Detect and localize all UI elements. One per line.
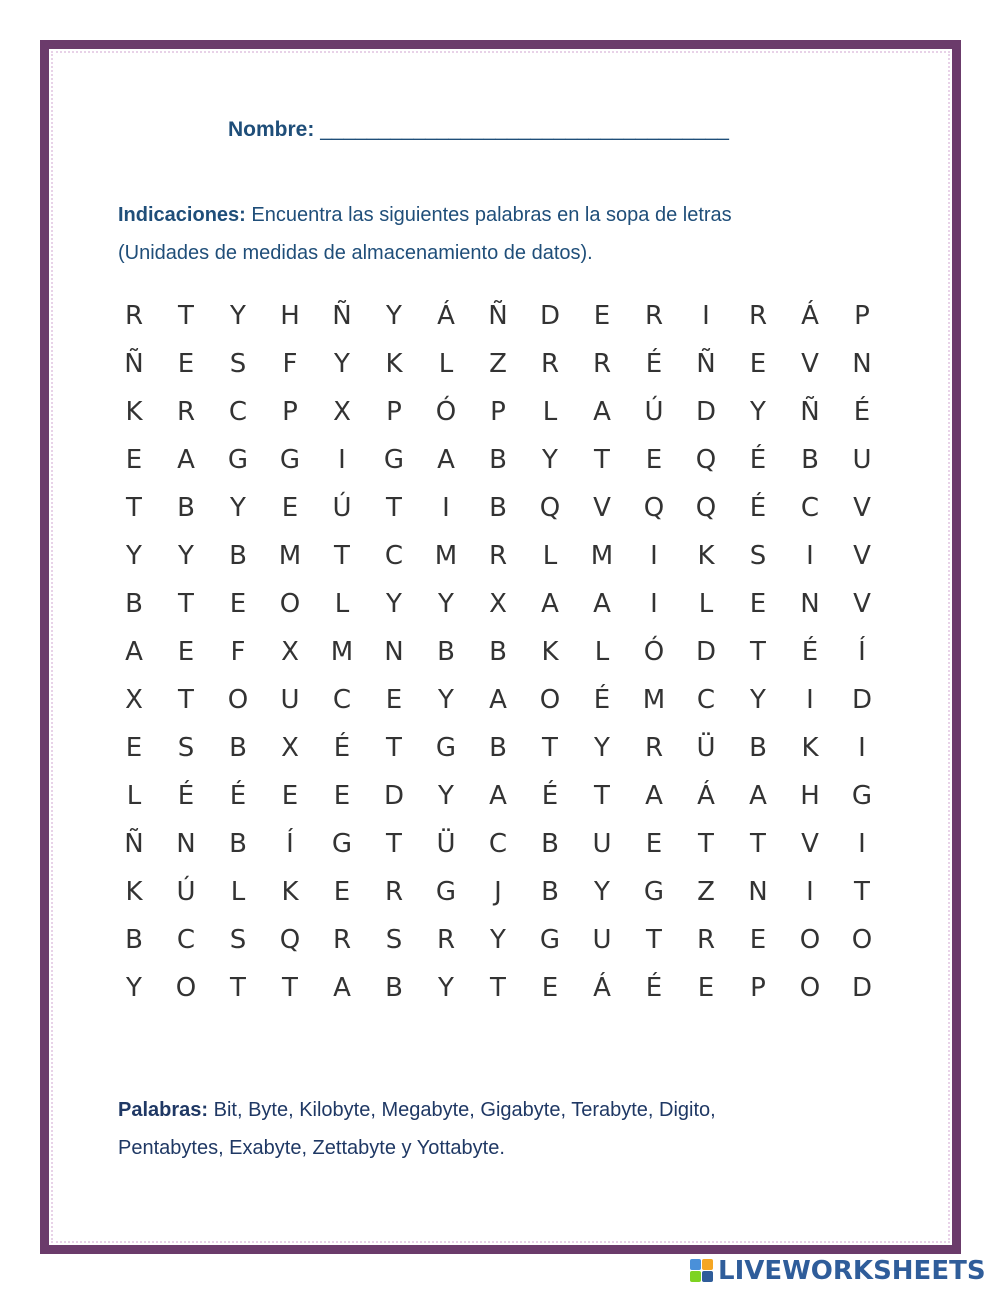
instructions <box>118 196 878 272</box>
grid-cell[interactable]: V <box>853 541 871 571</box>
grid-cell[interactable]: Í <box>286 829 294 859</box>
grid-cell[interactable]: Y <box>594 877 610 907</box>
grid-row <box>108 292 888 340</box>
grid-cell[interactable]: E <box>125 733 143 763</box>
grid-cell[interactable]: B <box>229 733 247 763</box>
grid-cell[interactable]: E <box>697 973 715 1003</box>
grid-cell[interactable]: Q <box>695 445 717 475</box>
grid-cell[interactable]: E <box>177 637 195 667</box>
grid-cell[interactable]: M <box>590 541 614 571</box>
grid-cell[interactable]: B <box>437 637 455 667</box>
grid-cell[interactable]: U <box>592 829 612 859</box>
word-list <box>118 1091 878 1167</box>
grid-cell[interactable]: Y <box>386 301 402 331</box>
grid-cell[interactable]: D <box>851 685 873 715</box>
grid-cell[interactable]: R <box>488 541 508 571</box>
grid-cell[interactable]: E <box>645 445 663 475</box>
grid-cell[interactable]: U <box>852 445 872 475</box>
grid-cell[interactable]: V <box>801 349 819 379</box>
grid-cell[interactable]: E <box>333 781 351 811</box>
liveworksheets-logo <box>690 1256 986 1286</box>
grid-cell[interactable]: Á <box>437 301 455 331</box>
grid-cell[interactable]: O <box>279 589 301 619</box>
grid-cell[interactable]: D <box>695 397 717 427</box>
grid-cell[interactable]: K <box>541 637 559 667</box>
grid-row <box>108 820 888 868</box>
grid-cell[interactable]: L <box>334 589 350 619</box>
grid-cell[interactable]: C <box>384 541 404 571</box>
grid-row <box>108 964 888 1012</box>
grid-cell[interactable]: F <box>230 637 246 667</box>
grid-cell[interactable]: I <box>858 829 866 859</box>
grid-cell[interactable]: I <box>702 301 710 331</box>
grid-cell[interactable]: É <box>177 781 195 811</box>
grid-cell[interactable]: C <box>800 493 820 523</box>
grid-cell[interactable]: E <box>749 349 767 379</box>
grid-cell[interactable]: D <box>851 973 873 1003</box>
grid-cell[interactable]: V <box>593 493 611 523</box>
grid-cell[interactable]: E <box>281 493 299 523</box>
grid-cell[interactable]: M <box>642 685 666 715</box>
grid-cell[interactable]: R <box>124 301 144 331</box>
grid-cell[interactable]: Y <box>750 397 766 427</box>
grid-cell[interactable]: L <box>542 397 558 427</box>
grid-cell[interactable]: H <box>280 301 300 331</box>
grid-cell[interactable]: A <box>489 781 507 811</box>
grid-cell[interactable]: E <box>645 829 663 859</box>
grid-cell[interactable]: Ú <box>644 397 664 427</box>
grid-cell[interactable]: E <box>385 685 403 715</box>
grid-cell[interactable]: Ñ <box>800 397 820 427</box>
grid-cell[interactable]: Y <box>750 685 766 715</box>
grid-cell[interactable]: Ú <box>176 877 196 907</box>
grid-cell[interactable]: I <box>650 541 658 571</box>
grid-cell[interactable]: M <box>330 637 354 667</box>
grid-row <box>108 436 888 484</box>
grid-row <box>108 484 888 532</box>
word-list-line1: Bit, Byte, Kilobyte, Megabyte, Gigabyte, Terabyte, Digito, <box>208 1099 716 1121</box>
logo-text: LIVEWORKSHEETS <box>718 1256 986 1286</box>
grid-cell[interactable]: O <box>175 973 197 1003</box>
grid-cell[interactable]: Ñ <box>124 349 144 379</box>
grid-cell[interactable]: L <box>698 589 714 619</box>
grid-cell[interactable]: Ó <box>435 397 457 427</box>
grid-cell[interactable]: Ü <box>436 829 456 859</box>
grid-cell[interactable]: G <box>643 877 665 907</box>
grid-cell[interactable]: B <box>489 637 507 667</box>
grid-cell[interactable]: I <box>806 877 814 907</box>
grid-cell[interactable]: Y <box>542 445 558 475</box>
instructions-line2: (Unidades de medidas de almacenamiento de datos). <box>118 242 593 264</box>
grid-cell[interactable]: É <box>333 733 351 763</box>
grid-cell[interactable]: O <box>539 685 561 715</box>
grid-cell[interactable]: E <box>229 589 247 619</box>
grid-cell[interactable]: I <box>806 685 814 715</box>
grid-cell[interactable]: E <box>281 781 299 811</box>
grid-cell[interactable]: G <box>383 445 405 475</box>
grid-cell[interactable]: B <box>541 877 559 907</box>
grid-cell[interactable]: T <box>750 637 766 667</box>
grid-cell[interactable]: T <box>386 733 402 763</box>
grid-cell[interactable]: Í <box>858 637 866 667</box>
grid-cell[interactable]: T <box>282 973 298 1003</box>
grid-cell[interactable]: O <box>851 925 873 955</box>
grid-cell[interactable]: Y <box>438 781 454 811</box>
name-label: Nombre: <box>228 118 315 141</box>
grid-cell[interactable]: T <box>178 589 194 619</box>
grid-cell[interactable]: V <box>801 829 819 859</box>
grid-cell[interactable]: B <box>385 973 403 1003</box>
grid-cell[interactable]: T <box>542 733 558 763</box>
grid-cell[interactable]: O <box>227 685 249 715</box>
grid-cell[interactable]: Ñ <box>124 829 144 859</box>
grid-row <box>108 916 888 964</box>
grid-cell[interactable]: K <box>385 349 403 379</box>
grid-cell[interactable]: A <box>541 589 559 619</box>
grid-cell[interactable]: Ú <box>332 493 352 523</box>
grid-cell[interactable]: A <box>593 589 611 619</box>
grid-cell[interactable]: T <box>230 973 246 1003</box>
grid-cell[interactable]: Ü <box>696 733 716 763</box>
grid-cell[interactable]: A <box>177 445 195 475</box>
grid-cell[interactable]: R <box>332 925 352 955</box>
grid-cell[interactable]: V <box>853 589 871 619</box>
grid-cell[interactable]: S <box>177 733 195 763</box>
grid-row <box>108 628 888 676</box>
grid-cell[interactable]: N <box>176 829 196 859</box>
grid-cell[interactable]: S <box>229 349 247 379</box>
grid-cell[interactable]: R <box>176 397 196 427</box>
grid-cell[interactable]: L <box>438 349 454 379</box>
grid-cell[interactable]: Y <box>594 733 610 763</box>
grid-cell[interactable]: R <box>644 301 664 331</box>
grid-cell[interactable]: A <box>749 781 767 811</box>
grid-cell[interactable]: E <box>177 349 195 379</box>
grid-cell[interactable]: Ñ <box>696 349 716 379</box>
grid-cell[interactable]: T <box>386 829 402 859</box>
grid-cell[interactable]: P <box>854 301 870 331</box>
grid-cell[interactable]: Á <box>801 301 819 331</box>
grid-cell[interactable]: B <box>125 925 143 955</box>
grid-cell[interactable]: Y <box>438 589 454 619</box>
grid-cell[interactable]: Y <box>126 973 142 1003</box>
grid-cell[interactable]: Y <box>230 301 246 331</box>
grid-cell[interactable]: Y <box>386 589 402 619</box>
grid-cell[interactable]: B <box>125 589 143 619</box>
grid-cell[interactable]: T <box>854 877 870 907</box>
grid-cell[interactable]: Z <box>489 349 507 379</box>
grid-cell[interactable]: E <box>125 445 143 475</box>
grid-row <box>108 676 888 724</box>
grid-cell[interactable]: Q <box>539 493 561 523</box>
grid-row <box>108 868 888 916</box>
grid-cell[interactable]: I <box>806 541 814 571</box>
grid-cell[interactable]: L <box>126 781 142 811</box>
grid-cell[interactable]: G <box>435 733 457 763</box>
grid-cell[interactable]: É <box>645 349 663 379</box>
grid-cell[interactable]: G <box>851 781 873 811</box>
grid-cell[interactable]: J <box>494 877 502 907</box>
grid-cell[interactable]: R <box>592 349 612 379</box>
grid-row <box>108 532 888 580</box>
grid-cell[interactable]: Ñ <box>488 301 508 331</box>
grid-cell[interactable]: B <box>229 541 247 571</box>
grid-cell[interactable]: G <box>227 445 249 475</box>
grid-cell[interactable]: I <box>442 493 450 523</box>
grid-row <box>108 580 888 628</box>
grid-cell[interactable]: Y <box>490 925 506 955</box>
grid-cell[interactable]: L <box>542 541 558 571</box>
grid-cell[interactable]: C <box>488 829 508 859</box>
grid-cell[interactable]: O <box>799 973 821 1003</box>
grid-cell[interactable]: Y <box>230 493 246 523</box>
grid-cell[interactable]: S <box>229 925 247 955</box>
grid-cell[interactable]: Y <box>438 973 454 1003</box>
grid-cell[interactable]: M <box>434 541 458 571</box>
word-search-grid <box>108 292 888 1012</box>
grid-cell[interactable]: P <box>750 973 766 1003</box>
name-field-line <box>228 118 729 142</box>
grid-cell[interactable]: U <box>280 685 300 715</box>
grid-cell[interactable]: I <box>650 589 658 619</box>
grid-cell[interactable]: R <box>436 925 456 955</box>
grid-cell[interactable]: X <box>281 637 299 667</box>
grid-cell[interactable]: A <box>125 637 143 667</box>
grid-cell[interactable]: É <box>801 637 819 667</box>
grid-cell[interactable]: T <box>126 493 142 523</box>
grid-cell[interactable]: N <box>748 877 768 907</box>
grid-cell[interactable]: T <box>594 445 610 475</box>
grid-cell[interactable]: R <box>384 877 404 907</box>
grid-cell[interactable]: E <box>541 973 559 1003</box>
grid-cell[interactable]: G <box>435 877 457 907</box>
grid-cell[interactable]: S <box>385 925 403 955</box>
grid-cell[interactable]: Q <box>279 925 301 955</box>
grid-cell[interactable]: É <box>749 493 767 523</box>
grid-cell[interactable]: E <box>333 877 351 907</box>
grid-cell[interactable]: Y <box>334 349 350 379</box>
grid-cell[interactable]: T <box>750 829 766 859</box>
grid-cell[interactable]: G <box>331 829 353 859</box>
grid-cell[interactable]: Q <box>643 493 665 523</box>
grid-cell[interactable]: D <box>383 781 405 811</box>
grid-row <box>108 340 888 388</box>
grid-cell[interactable]: É <box>229 781 247 811</box>
grid-cell[interactable]: T <box>646 925 662 955</box>
grid-cell[interactable]: I <box>338 445 346 475</box>
grid-cell[interactable]: P <box>282 397 298 427</box>
word-list-label: Palabras: <box>118 1099 209 1121</box>
grid-cell[interactable]: R <box>540 349 560 379</box>
grid-cell[interactable]: Y <box>126 541 142 571</box>
grid-cell[interactable]: R <box>748 301 768 331</box>
grid-cell[interactable]: É <box>645 973 663 1003</box>
grid-cell[interactable]: Ñ <box>332 301 352 331</box>
grid-cell[interactable]: O <box>799 925 821 955</box>
grid-cell[interactable]: A <box>489 685 507 715</box>
grid-cell[interactable]: T <box>334 541 350 571</box>
grid-cell[interactable]: B <box>489 445 507 475</box>
grid-cell[interactable]: E <box>593 301 611 331</box>
grid-cell[interactable]: T <box>594 781 610 811</box>
grid-cell[interactable]: A <box>593 397 611 427</box>
grid-cell[interactable]: N <box>384 637 404 667</box>
grid-cell[interactable]: D <box>695 637 717 667</box>
grid-cell[interactable]: L <box>594 637 610 667</box>
grid-cell[interactable]: K <box>125 397 143 427</box>
grid-cell[interactable]: B <box>489 733 507 763</box>
grid-cell[interactable]: T <box>490 973 506 1003</box>
grid-cell[interactable]: K <box>125 877 143 907</box>
grid-cell[interactable]: N <box>852 349 872 379</box>
grid-cell[interactable]: Q <box>695 493 717 523</box>
grid-cell[interactable]: B <box>749 733 767 763</box>
grid-cell[interactable]: B <box>229 829 247 859</box>
grid-cell[interactable]: U <box>592 925 612 955</box>
grid-cell[interactable]: A <box>645 781 663 811</box>
grid-cell[interactable]: L <box>230 877 246 907</box>
grid-cell[interactable]: A <box>437 445 455 475</box>
grid-cell[interactable]: S <box>749 541 767 571</box>
grid-cell[interactable]: Y <box>178 541 194 571</box>
grid-cell[interactable]: E <box>749 589 767 619</box>
grid-cell[interactable]: H <box>800 781 820 811</box>
grid-cell[interactable]: C <box>228 397 248 427</box>
grid-cell[interactable]: É <box>593 685 611 715</box>
grid-cell[interactable]: T <box>386 493 402 523</box>
grid-cell[interactable]: B <box>177 493 195 523</box>
grid-row <box>108 772 888 820</box>
grid-cell[interactable]: K <box>281 877 299 907</box>
grid-cell[interactable]: Á <box>697 781 715 811</box>
name-blank[interactable]: ___________________________________ <box>320 118 729 141</box>
grid-cell[interactable]: C <box>332 685 352 715</box>
grid-cell[interactable]: P <box>386 397 402 427</box>
grid-row <box>108 724 888 772</box>
grid-cell[interactable]: R <box>644 733 664 763</box>
grid-cell[interactable]: M <box>278 541 302 571</box>
grid-row <box>108 388 888 436</box>
grid-cell[interactable]: B <box>541 829 559 859</box>
grid-cell[interactable]: N <box>800 589 820 619</box>
grid-cell[interactable]: X <box>489 589 507 619</box>
grid-cell[interactable]: X <box>281 733 299 763</box>
grid-cell[interactable]: É <box>541 781 559 811</box>
grid-cell[interactable]: B <box>489 493 507 523</box>
grid-cell[interactable]: D <box>539 301 561 331</box>
liveworksheets-logo-icon <box>690 1259 714 1283</box>
instructions-line1: Encuentra las siguientes palabras en la sopa de letras <box>245 204 732 226</box>
grid-cell[interactable]: R <box>696 925 716 955</box>
grid-cell[interactable]: T <box>698 829 714 859</box>
grid-cell[interactable]: G <box>539 925 561 955</box>
grid-cell[interactable]: T <box>178 301 194 331</box>
grid-cell[interactable]: C <box>696 685 716 715</box>
grid-cell[interactable]: K <box>697 541 715 571</box>
word-list-line2: Pentabytes, Exabyte, Zettabyte y Yottabyte. <box>118 1137 505 1159</box>
grid-cell[interactable]: B <box>801 445 819 475</box>
grid-cell[interactable]: Y <box>438 685 454 715</box>
grid-cell[interactable]: F <box>282 349 298 379</box>
grid-cell[interactable]: É <box>749 445 767 475</box>
grid-cell[interactable]: T <box>178 685 194 715</box>
grid-cell[interactable]: X <box>125 685 143 715</box>
grid-cell[interactable]: I <box>858 733 866 763</box>
grid-cell[interactable]: E <box>749 925 767 955</box>
grid-cell[interactable]: K <box>801 733 819 763</box>
grid-cell[interactable]: É <box>853 397 871 427</box>
grid-cell[interactable]: V <box>853 493 871 523</box>
grid-cell[interactable]: Z <box>697 877 715 907</box>
grid-cell[interactable]: G <box>279 445 301 475</box>
grid-cell[interactable]: Ó <box>643 637 665 667</box>
grid-cell[interactable]: P <box>490 397 506 427</box>
grid-cell[interactable]: A <box>333 973 351 1003</box>
instructions-label: Indicaciones: <box>118 204 246 226</box>
grid-cell[interactable]: C <box>176 925 196 955</box>
grid-cell[interactable]: Á <box>593 973 611 1003</box>
grid-cell[interactable]: X <box>333 397 351 427</box>
